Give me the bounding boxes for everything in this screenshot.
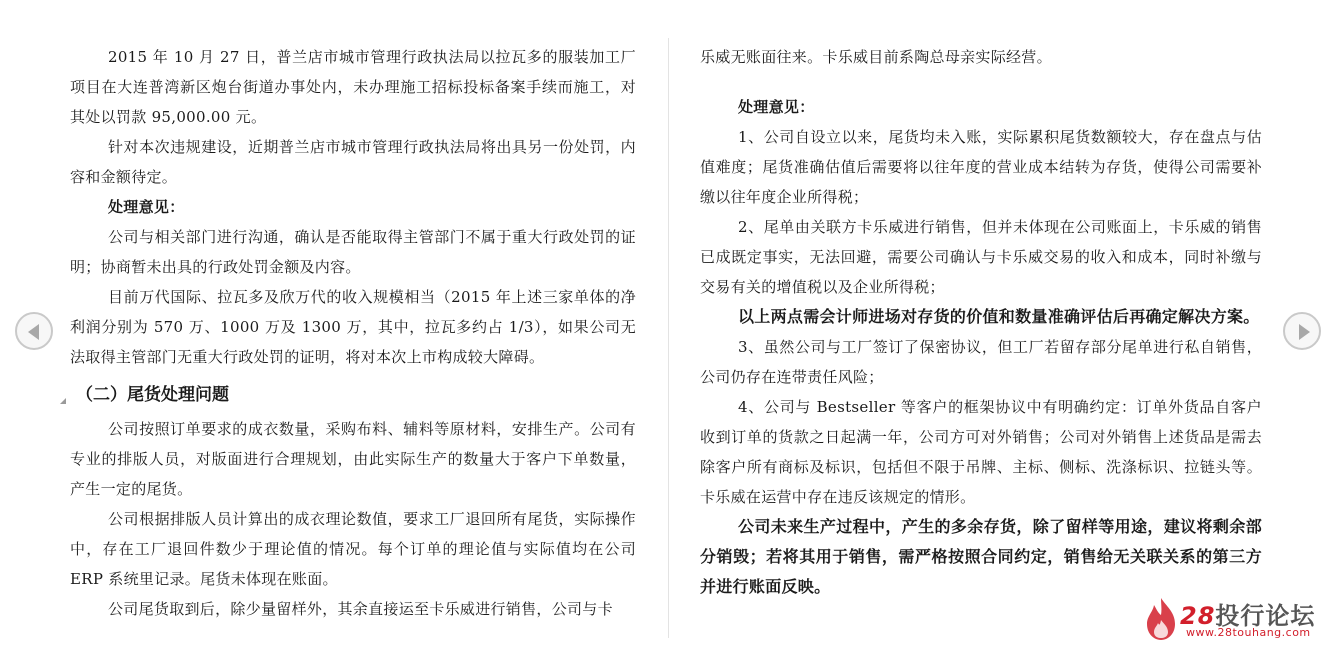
paragraph: 1、公司自设立以来，尾货均未入账，实际累积尾货数额较大，存在盘点与估值难度；尾货准确估值后需要将以往年度的营业成本结转为存货，使得公司需要补缴以往年度企业所得税； [700,128,1262,206]
section-heading: （二）尾货处理问题 [76,385,229,405]
watermark-number: 28 [1180,602,1216,630]
paragraph: 公司与相关部门进行沟通，确认是否能取得主管部门不属于重大行政处罚的证明；协商暂未出具的行政处罚金额及内容。 [70,228,636,276]
paragraph: 公司根据排版人员计算出的成衣理论数值，要求工厂退回所有尾货，实际操作中，存在工厂退回件数少于理论值的情况。每个订单的理论值与实际值均在公司 ERP 系统里记录。尾货未体现在账面。 [70,510,636,588]
chevron-right-icon [1299,324,1310,340]
paragraph: 2、尾单由关联方卡乐威进行销售，但并未体现在公司账面上，卡乐威的销售已成既定事实，无法回避，需要公司确认与卡乐威交易的收入和成本，同时补缴与交易有关的增值税以及企业所得税； [700,218,1262,296]
watermark-url: www.28touhang.com [1186,626,1311,639]
paragraph: 公司按照订单要求的成衣数量，采购布料、辅料等原材料，安排生产。公司有专业的排版人员，对版面进行合理规划，由此实际生产的数量大于客户下单数量，产生一定的尾货。 [70,420,636,498]
next-page-button[interactable] [1283,312,1321,350]
paragraph: 3、虽然公司与工厂签订了保密协议，但工厂若留存部分尾单进行私自销售，公司仍存在连带责任风险； [700,338,1262,386]
flame-icon [1142,596,1180,642]
paragraph: 2015 年 10 月 27 日，普兰店市城市管理行政执法局以拉瓦多的服装加工厂项目在大连普湾新区炮台街道办事处内，未办理施工招标投标备案手续而施工，对其处以罚款 95,000.00 元。 [70,48,636,126]
page-divider [668,38,669,638]
paragraph-bold: 以上两点需会计师进场对存货的价值和数量准确评估后再确定解决方案。 [738,307,1260,326]
paragraph: 乐威无账面往来。卡乐威目前系陶总母亲实际经营。 [700,48,1052,66]
chevron-left-icon [28,324,39,340]
subheading: 处理意见： [738,98,815,116]
left-page [70,0,636,662]
subheading: 处理意见： [108,198,185,216]
watermark-name: 投行论坛 [1215,602,1316,630]
watermark-logo [1142,596,1316,642]
paragraph: 针对本次违规建设，近期普兰店市城市管理行政执法局将出具另一份处罚，内容和金额待定。 [70,138,636,186]
right-page [700,0,1262,662]
previous-page-button[interactable] [15,312,53,350]
paragraph: 4、公司与 Bestseller 等客户的框架协议中有明确约定：订单外货品自客户收到订单的货款之日起满一年，公司方可对外销售；公司对外销售上述货品是需去除客户所有商标及标识，包括但不限于吊牌、主标、侧标、洗涤标识、拉链头等。卡乐威在运营中存在违反该规定的情形。 [700,398,1262,506]
paragraph: 目前万代国际、拉瓦多及欣万代的收入规模相当（2015 年上述三家单体的净利润分别为 570 万、1000 万及 1300 万，其中，拉瓦多约占 1/3），如果公司无法取得主管部门无重大行政处罚的证明，将对本次上市构成较大障碍。 [70,288,636,366]
paragraph: 公司尾货取到后，除少量留样外，其余直接运至卡乐威进行销售，公司与卡 [108,600,613,618]
section-heading-wrap [70,380,636,410]
heading-marker-icon [60,398,66,404]
paragraph-bold: 公司未来生产过程中，产生的多余存货，除了留样等用途，建议将剩余部分销毁；若将其用于销售，需严格按照合同约定，销售给无关联关系的第三方并进行账面反映。 [700,517,1262,596]
